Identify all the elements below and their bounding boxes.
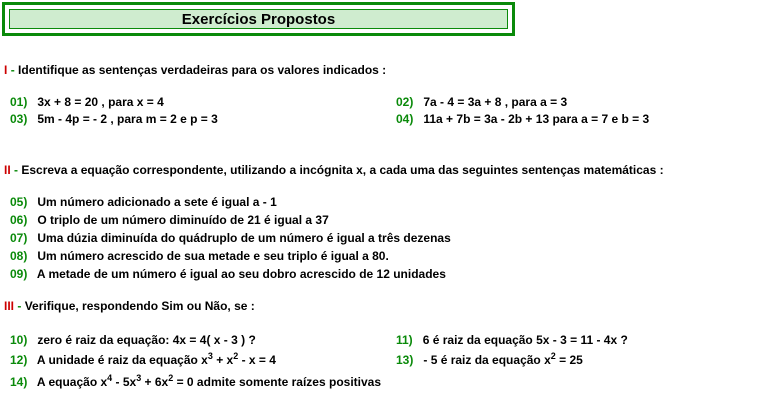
- section-1-numeral: I: [4, 63, 8, 77]
- question-text: 7a - 4 = 3a + 8 , para a = 3: [423, 95, 568, 109]
- section-1-text: Identifique as sentenças verdadeiras para os valores indicados :: [18, 63, 387, 77]
- question-number: 14): [10, 375, 28, 389]
- question-number: 07): [10, 231, 28, 245]
- question-07: [10, 231, 451, 245]
- question-03: [10, 112, 218, 126]
- question-text: 6 é raiz da equação 5x - 3 = 11 - 4x ?: [422, 333, 628, 347]
- question-number: 09): [10, 267, 28, 281]
- section-3-text: Verifique, respondendo Sim ou Não, se :: [24, 299, 255, 313]
- question-text: Um número adicionado a sete é igual a - 1: [37, 195, 277, 209]
- question-10: [10, 333, 256, 347]
- question-number: 04): [396, 112, 414, 126]
- section-3-heading: [4, 299, 255, 313]
- question-02: [396, 95, 567, 109]
- section-1-dash: -: [10, 63, 15, 77]
- section-2-dash: -: [14, 163, 19, 177]
- question-number: 12): [10, 353, 28, 367]
- section-2-numeral: II: [4, 163, 11, 177]
- question-number: 03): [10, 112, 28, 126]
- question-number: 11): [396, 333, 413, 347]
- question-06: [10, 213, 329, 227]
- question-number: 08): [10, 249, 28, 263]
- question-text: A metade de um número é igual ao seu dobro acrescido de 12 unidades: [36, 267, 446, 281]
- title-box: [2, 2, 515, 36]
- question-text: A equação $x^4 - 5x^3 + 6x^2 = 0$ admite somente raízes positivas: [36, 373, 382, 389]
- question-text: zero é raiz da equação: 4x = 4( x - 3 ) ?: [37, 333, 256, 347]
- question-01: [10, 95, 164, 109]
- question-11: [396, 333, 628, 347]
- question-text: A unidade é raiz da equação $x^3 + x^2 - x = 4$: [36, 351, 276, 367]
- question-09: [10, 267, 446, 281]
- question-14: [10, 375, 381, 389]
- question-number: 05): [10, 195, 28, 209]
- question-number: 13): [396, 353, 414, 367]
- section-3-numeral: III: [4, 299, 15, 313]
- question-12: [10, 353, 276, 367]
- section-1-heading: [4, 63, 386, 77]
- question-13: [396, 353, 583, 367]
- question-text: 5m - 4p = - 2 , para m = 2 e p = 3: [37, 112, 218, 126]
- question-text: 11a + 7b = 3a - 2b + 13 para a = 7 e b = 3: [423, 112, 650, 126]
- question-number: 01): [10, 95, 28, 109]
- section-2-text: Escreva a equação correspondente, utilizando a incógnita x, a cada uma das seguintes sentenças matemáticas :: [21, 163, 664, 177]
- question-number: 06): [10, 213, 28, 227]
- question-text: - 5 é raiz da equação $x^2 = 25$: [423, 351, 583, 367]
- question-text: Um número acrescido de sua metade e seu triplo é igual a 80.: [37, 249, 389, 263]
- question-text: O triplo de um número diminuído de 21 é igual a 37: [37, 213, 329, 227]
- page-title: Exercícios Propostos: [9, 9, 508, 29]
- section-2-heading: [4, 163, 664, 177]
- question-08: [10, 249, 389, 263]
- question-number: 10): [10, 333, 28, 347]
- question-text: 3x + 8 = 20 , para x = 4: [37, 95, 164, 109]
- question-text: Uma dúzia diminuída do quádruplo de um número é igual a três dezenas: [37, 231, 451, 245]
- question-05: [10, 195, 277, 209]
- question-04: [396, 112, 649, 126]
- section-3-dash: -: [17, 299, 22, 313]
- question-number: 02): [396, 95, 414, 109]
